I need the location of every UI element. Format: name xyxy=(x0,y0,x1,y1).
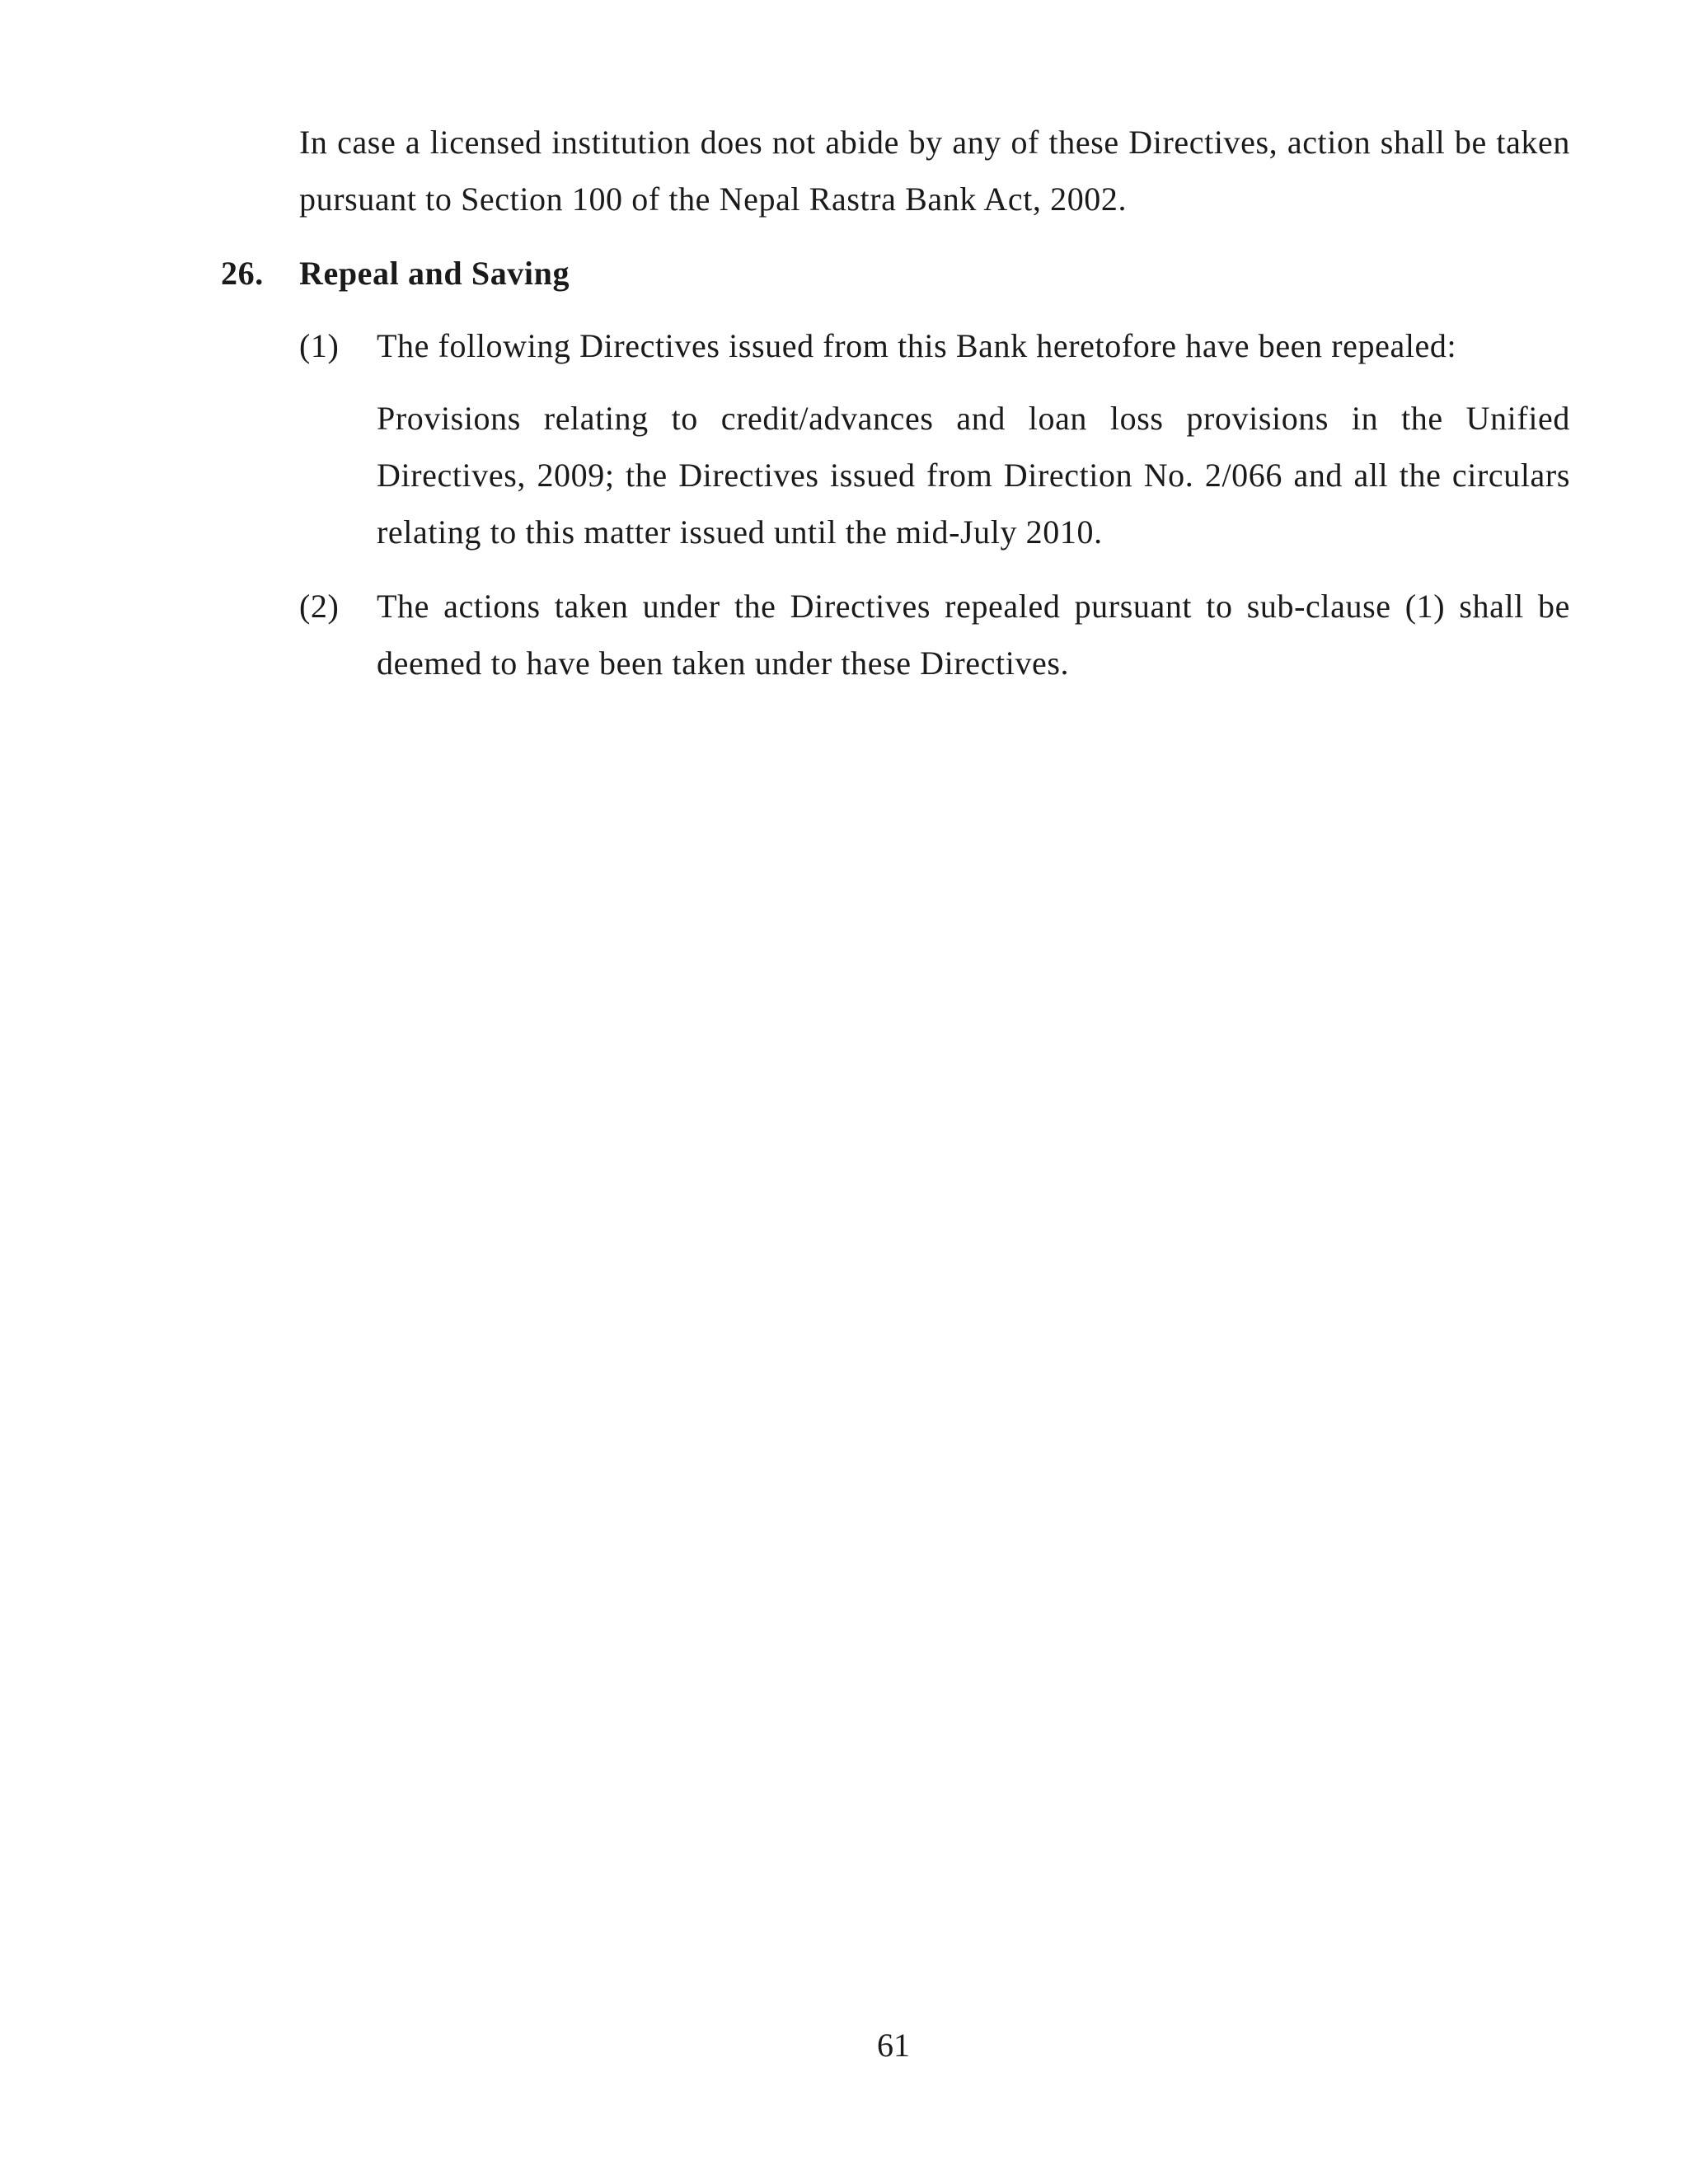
clause-number: (2) xyxy=(299,588,340,625)
clause-sub-paragraph: Provisions relating to credit/advances and loan loss provisions in the Unified Directives, 2009; the Directives issued from Direction No. 2/066 and all the circulars relating to this matter issued until the mid-July 2010. xyxy=(377,400,1570,551)
clause-number: (1) xyxy=(299,327,340,364)
intro-paragraph: In case a licensed institution does not abide by any of these Directives, action shall be taken pursuant to Section 100 of the Nepal Rastra Bank Act, 2002. xyxy=(299,124,1570,218)
section-title: Repeal and Saving xyxy=(299,255,570,292)
section-number: 26. xyxy=(221,255,264,292)
page-number: 61 xyxy=(877,2027,910,2064)
clause-text: The following Directives issued from this Bank heretofore have been repealed: xyxy=(377,327,1457,364)
clause-text: The actions taken under the Directives repealed pursuant to sub-clause (1) shall be deemed to have been taken under these Directives. xyxy=(377,588,1570,682)
